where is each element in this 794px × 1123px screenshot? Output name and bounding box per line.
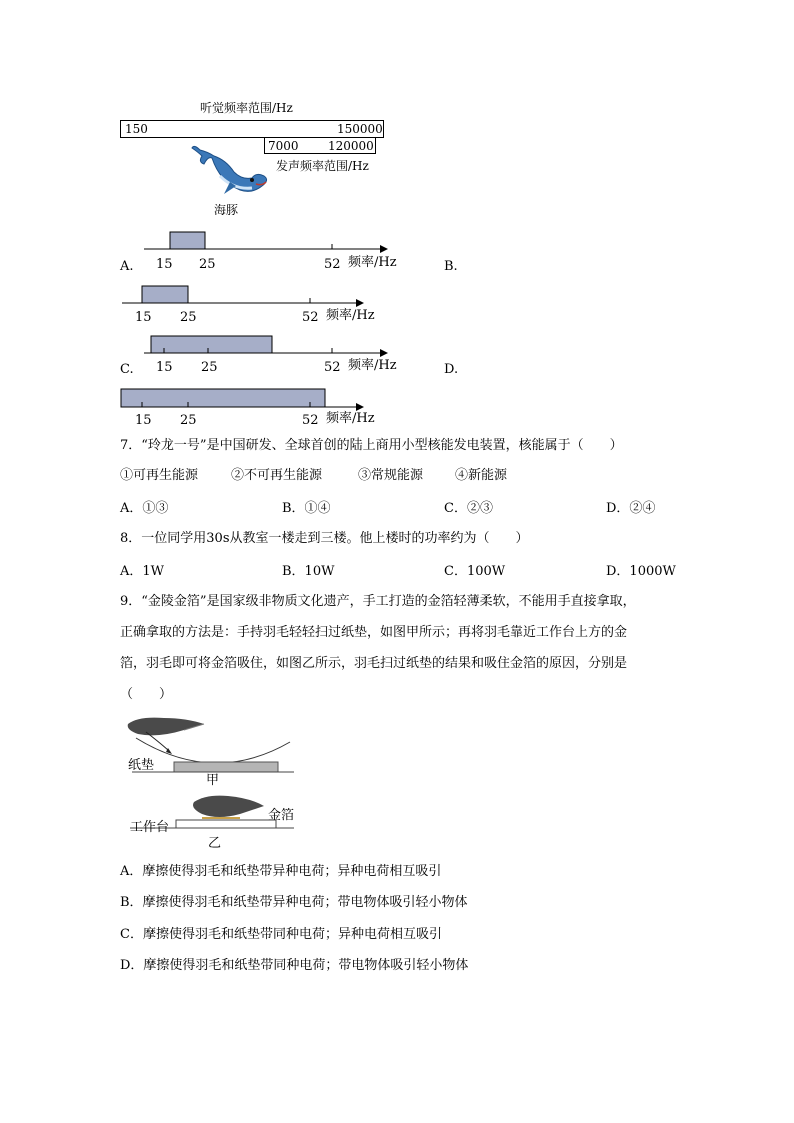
q6-d-tick-15: 15 (135, 413, 152, 428)
q9-option-b[interactable]: B．摩擦使得羽毛和纸垫带异种电荷；带电物体吸引轻小物体 (120, 895, 468, 910)
q9-paper-pad-label: 纸垫 (128, 758, 155, 773)
q7-option-c[interactable]: C．②③ (444, 501, 493, 516)
q9-option-d[interactable]: D．摩擦使得羽毛和纸垫带同种电荷；带电物体吸引轻小物体 (120, 958, 469, 973)
q9-option-c[interactable]: C．摩擦使得羽毛和纸垫带同种电荷；异种电荷相互吸引 (120, 927, 442, 942)
q8-option-c[interactable]: C．100W (444, 564, 506, 579)
q7-stem: 7．“玲龙一号”是中国研发、全球首创的陆上商用小型核能发电装置，核能属于（ ） (120, 438, 623, 453)
q9-workbench-label: 工作台 (130, 820, 170, 835)
q8-option-b[interactable]: B．10W (282, 564, 335, 579)
q6-d-tick-52: 52 (302, 413, 319, 428)
q9-option-a[interactable]: A．摩擦使得羽毛和纸垫带异种电荷；异种电荷相互吸引 (120, 864, 442, 879)
q7-option-a[interactable]: A．①③ (120, 501, 169, 516)
q6-a-tick-25: 25 (199, 257, 216, 272)
q6-a-tick-15: 15 (156, 257, 173, 272)
q8-option-d[interactable]: D．1000W (606, 564, 676, 579)
q6-option-a-label: A. (120, 259, 134, 274)
q7-choice-3: ③常规能源 (358, 468, 424, 483)
q9-stem-line-2: 正确拿取的方法是：手持羽毛轻轻扫过纸垫，如图甲所示；再将羽毛靠近工作台上方的金 (120, 625, 628, 640)
q7-option-b[interactable]: B．①④ (282, 501, 331, 516)
q6-c-tick-15: 15 (156, 360, 173, 375)
q7-choice-2: ②不可再生能源 (231, 468, 323, 483)
q6-c-axis-label: 频率/Hz (348, 358, 397, 373)
q9-gold-foil-label: 金箔 (268, 808, 295, 823)
sound-high: 120000 (328, 139, 374, 153)
q6-c-tick-25: 25 (201, 360, 218, 375)
hearing-high: 150000 (337, 122, 383, 136)
dolphin-label: 海豚 (214, 203, 239, 217)
q9-fig-jia-label: 甲 (206, 773, 220, 788)
hearing-low: 150 (125, 122, 148, 136)
q9-fig-yi-label: 乙 (208, 836, 222, 851)
q6-d-tick-25: 25 (180, 413, 197, 428)
q6-option-c-label: C. (120, 362, 134, 377)
q7-choice-4: ④新能源 (455, 468, 508, 483)
q7-choice-1: ①可再生能源 (120, 468, 199, 483)
dolphin-icon (190, 142, 272, 204)
q6-a-tick-52: 52 (324, 257, 341, 272)
q6-b-axis-label: 频率/Hz (326, 308, 375, 323)
q6-c-tick-52: 52 (324, 360, 341, 375)
sound-range-label: 发声频率范围/Hz (276, 159, 369, 173)
q6-b-tick-15: 15 (135, 310, 152, 325)
q6-b-tick-52: 52 (302, 310, 319, 325)
q7-option-d[interactable]: D．②④ (606, 501, 656, 516)
sound-low: 7000 (268, 139, 299, 153)
q8-stem: 8．一位同学用30s从教室一楼走到三楼。他上楼时的功率约为（ ） (120, 531, 529, 546)
q6-b-tick-25: 25 (180, 310, 197, 325)
q8-option-a[interactable]: A．1W (120, 564, 165, 579)
q6-a-axis-label: 频率/Hz (348, 255, 397, 270)
q9-stem-line-3: 箔，羽毛即可将金箔吸住，如图乙所示，羽毛扫过纸垫的结果和吸住金箔的原因，分别是 (120, 656, 628, 671)
q9-stem-line-4: （ ） (120, 687, 173, 702)
hearing-range-label: 听觉频率范围/Hz (200, 101, 293, 115)
q6-d-axis-label: 频率/Hz (326, 411, 375, 426)
q9-stem-line-1: 9．“金陵金箔”是国家级非物质文化遗产，手工打造的金箔轻薄柔软，不能用手直接拿取， (120, 594, 636, 609)
q6-option-d-label: D. (444, 362, 459, 377)
q6-option-b-label: B. (444, 259, 458, 274)
